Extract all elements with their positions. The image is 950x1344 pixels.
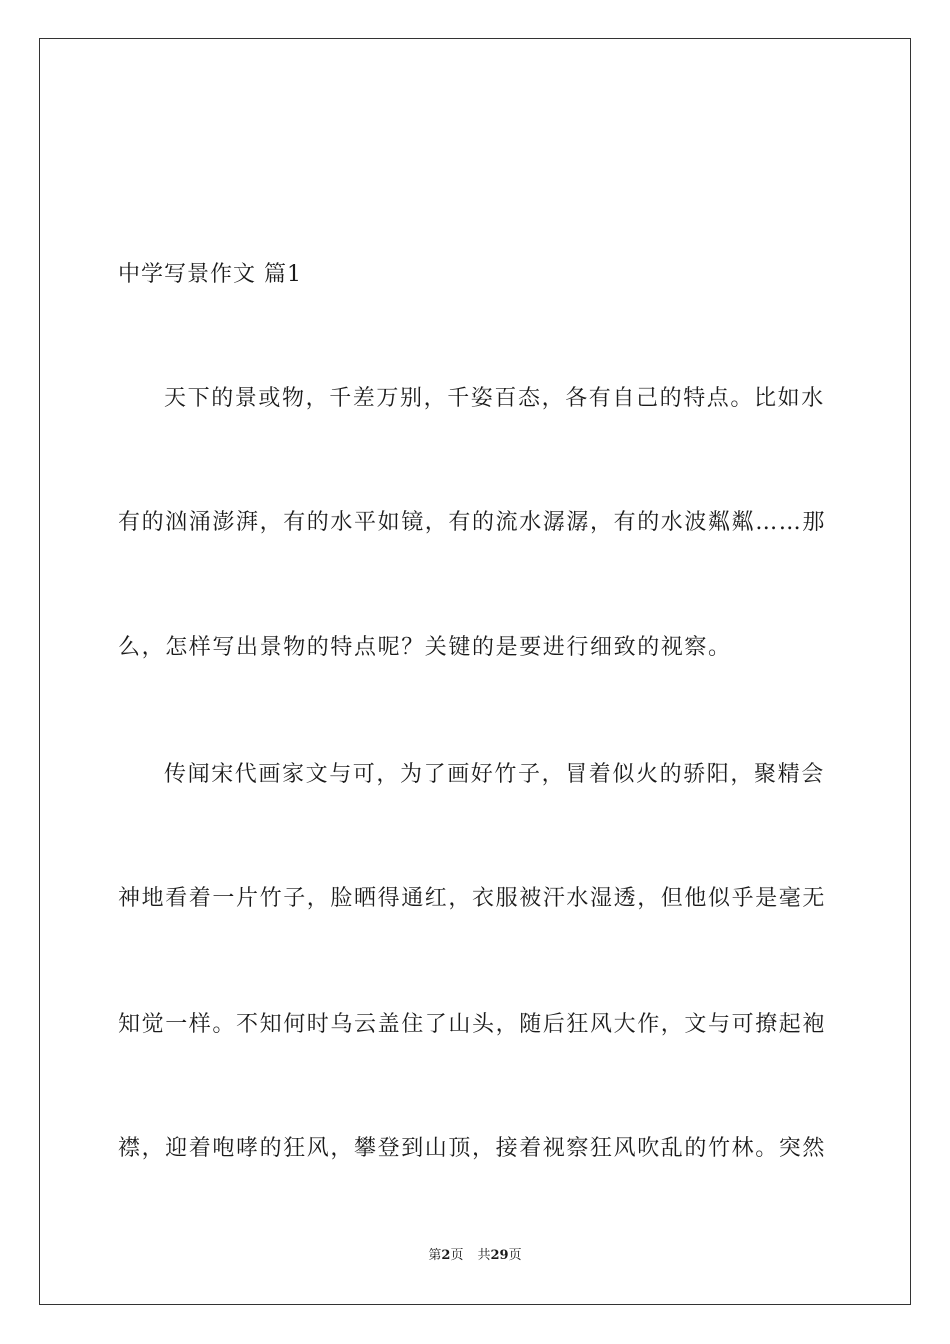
page-suffix: 页 <box>450 1248 464 1263</box>
page-footer <box>0 1247 950 1265</box>
paragraph-2-line-1: 传闻宋代画家文与可，为了画好竹子，冒着似火的骄阳，聚精会 <box>164 762 825 787</box>
page-border <box>39 38 911 1305</box>
total-suffix: 页 <box>508 1248 522 1263</box>
paragraph-2-line-4: 襟，迎着咆哮的狂风，攀登到山顶，接着视察狂风吹乱的竹林。突然 <box>118 1136 827 1161</box>
paragraph-1-line-1: 天下的景或物，千差万别，千姿百态，各有自己的特点。比如水 <box>164 386 825 411</box>
paragraph-2-line-2: 神地看着一片竹子，脸晒得通红，衣服被汗水湿透，但他似乎是毫无 <box>118 886 827 911</box>
paragraph-1-line-2: 有的汹涌澎湃，有的水平如镜，有的流水潺潺，有的水波粼粼……那 <box>118 510 827 535</box>
page-number: 2 <box>441 1248 451 1263</box>
page-prefix: 第 <box>428 1248 442 1263</box>
paragraph-1-line-3: 么，怎样写出景物的特点呢？关键的是要进行细致的视察。 <box>118 635 732 660</box>
total-pages: 29 <box>490 1248 509 1263</box>
total-prefix: 共 <box>477 1248 491 1263</box>
paragraph-2-line-3: 知觉一样。不知何时乌云盖住了山头，随后狂风大作，文与可撩起袍 <box>118 1012 827 1037</box>
document-title: 中学写景作文 篇1 <box>118 262 302 287</box>
